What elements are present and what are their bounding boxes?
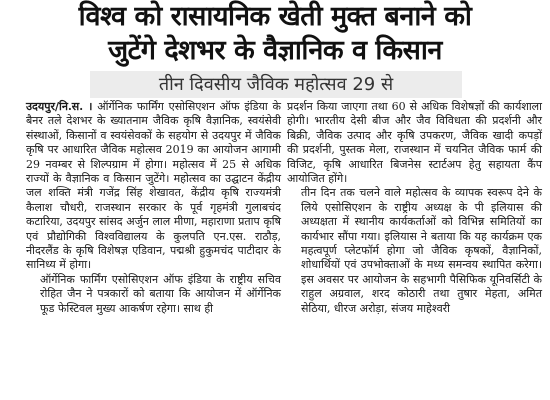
paragraph-text: ऑर्गेनिक फार्मिंग एसोसिएशन ऑफ इंडिया के बैनर तले देशभर के ख्यातनाम जैविक कृषि वैज्ञानिक, स्वयंसेवी संस्थाओं, किसानों व स्वयंसेवकों के सहयोग से उदयपुर में जैविक कृषि पर आधारित जैविक महोत्सव 2019 का आयोजन आगामी 29 नवम्बर से शिल्पग्राम में होगा। महोत्सव में 25 से अधिक राज्यों के वैज्ञानिक व किसान जुटेंगे। महोत्सव का उद्घाटन केंद्रीय जल शक्ति मंत्री गजेंद्र सिंह शेखावत, केंद्रीय कृषि राज्यमंत्री कैलाश चौधरी, राजस्थान सरकार के पूर्व गृहमंत्री गुलाबचंद कटारिया, उदयपुर सांसद अर्जुन लाल मीणा, महाराणा प्रताप कृषि एवं प्रौद्योगिकी विश्वविद्यालय के कुलपति एन.एस. राठौड़, नीदरलैंड के कृषि विशेषज्ञ एडिवान, पद्मश्री हुकुमचंद पाटीदार के सानिध्य में होगा। [26, 100, 281, 272]
article-paragraph [26, 100, 281, 273]
article-paragraph: प्रदर्शन किया जाएगा तथा 60 से अधिक विशेषज्ञों की कार्यशाला होगी। भारतीय देसी बीज और जैव विविधता की प्रदर्शनी और बिक्री, जैविक उत्पाद और कृषि उपकरण, जैविक खादी कपड़ों की प्रदर्शनी, पुस्तक मेला, राजस्थान में चयनित जैविक फार्म की विजिट, कृषि आधारित बिजनेस स्टार्टअप हेतु सहायता कैंप आयोजित होंगे। [287, 100, 542, 186]
article-paragraph: तीन दिन तक चलने वाले महोत्सव के व्यापक स्वरूप देने के लिये एसोसिएशन के राष्ट्रीय अध्यक्ष के पी इलियास की अध्यक्षता में स्थानीय कार्यकर्ताओं को विभिन्न समितियों का कार्यभार सौंपा गया। इलियास ने बताया कि यह कार्यक्रम एक महत्वपूर्ण प्लेटफॉर्म होगा जो जैविक कृषकों, वैज्ञानिकों, शोधार्थियों एवं उपभोक्ताओं के मध्य समन्वय स्थापित करेगा। इस अवसर पर आयोजन के सहभागी पैसिफिक यूनिवर्सिटी के राहुल अग्रवाल, शरद कोठारी तथा तुषार मेहता, अमित सेठिया, धीरज अरोड़ा, संजय माहेश्वरी [301, 186, 542, 315]
headline-line-2: जुटेंगे देशभर के वैज्ञानिक व किसान [108, 35, 442, 66]
dateline: उदयपुर/नि.स. । [26, 100, 93, 113]
article-column-right [287, 100, 542, 316]
subheadline: तीन दिवसीय जैविक महोत्सव 29 से [90, 71, 462, 98]
headline-line-1: विश्व को रासायनिक खेती मुक्त बनाने को [78, 1, 472, 32]
article-column-left [26, 100, 281, 316]
article-paragraph: ऑर्गेनिक फार्मिंग एसोसिएशन ऑफ इंडिया के राष्ट्रीय सचिव रोहित जैन ने पत्रकारों को बताया कि आयोजन में ऑर्गेनिक फूड फेस्टिवल मुख्य आकर्षण रहेगा। साथ ही [40, 272, 281, 315]
